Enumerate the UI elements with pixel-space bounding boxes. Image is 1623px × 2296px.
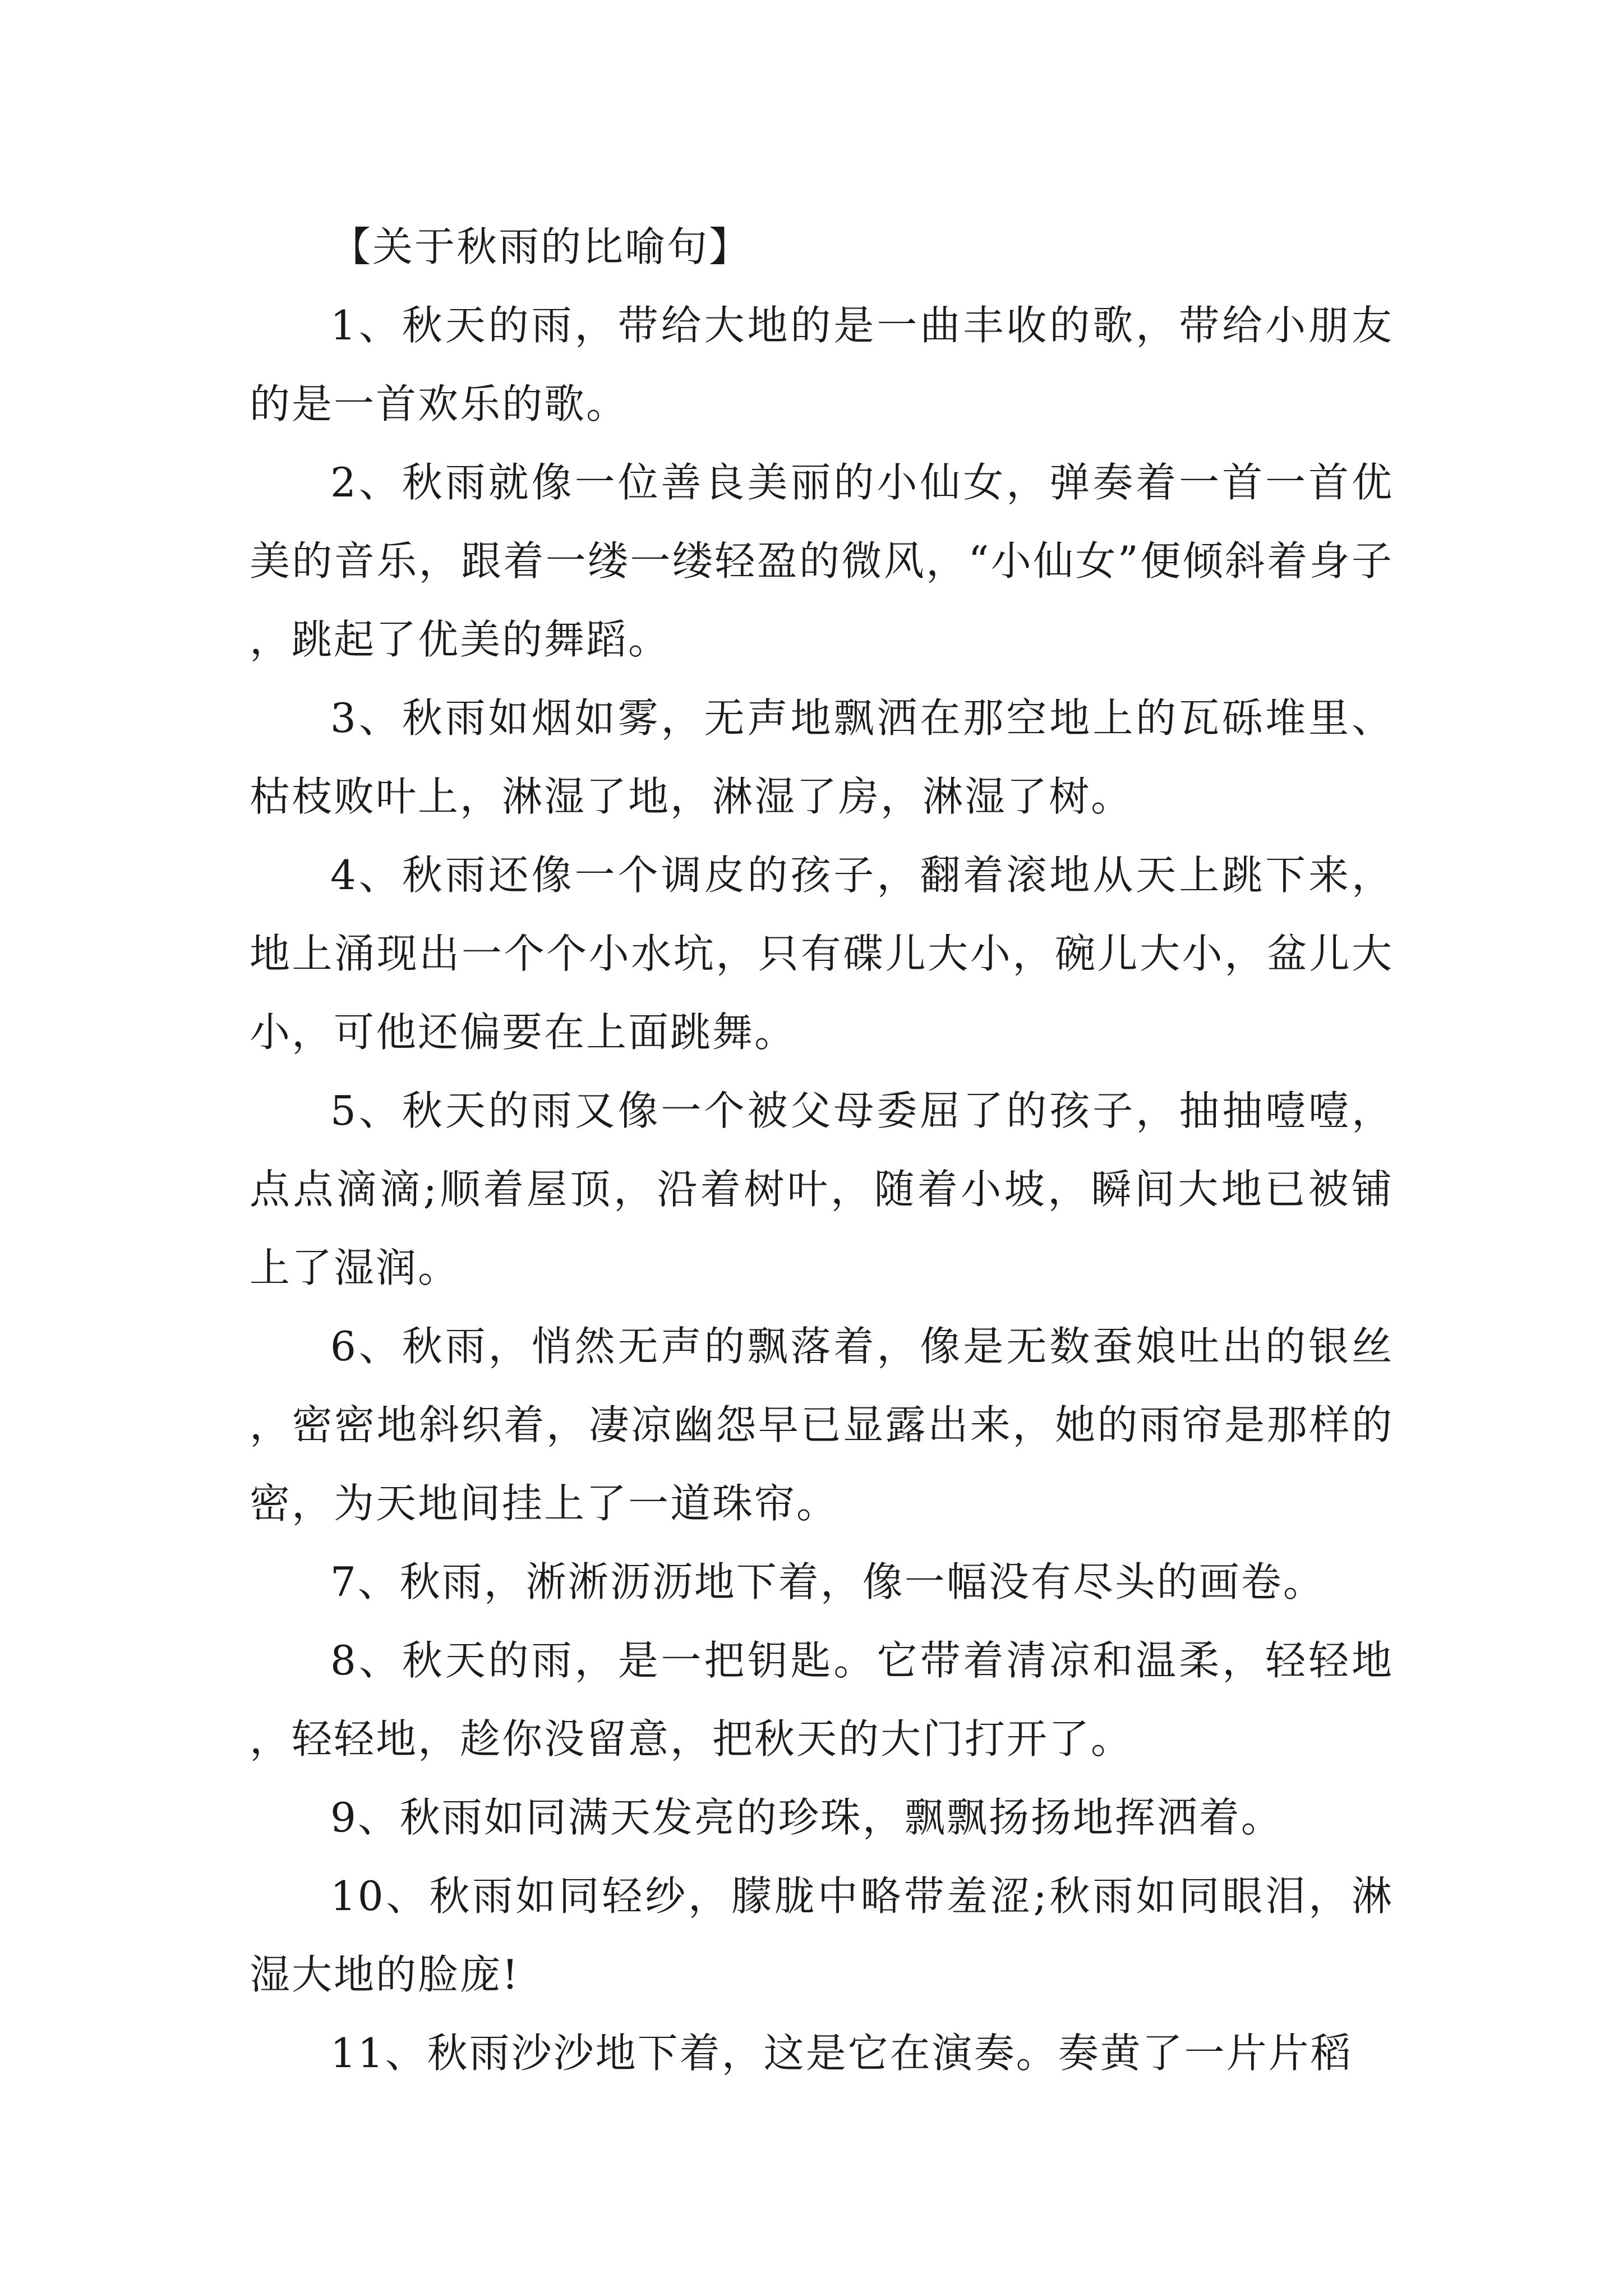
paragraph-3: 3、秋雨如烟如雾，无声地飘洒在那空地上的瓦砾堆里、枯枝败叶上，淋湿了地，淋湿了房，淋湿了树。 <box>250 694 1394 820</box>
paragraph-5: 5、秋天的雨又像一个被父母委屈了的孩子，抽抽噎噎，点点滴滴;顺着屋顶，沿着树叶，随着小坡，瞬间大地已被铺上了湿润。 <box>250 1087 1394 1291</box>
paragraph-1: 1、秋天的雨，带给大地的是一曲丰收的歌，带给小朋友的是一首欢乐的歌。 <box>250 302 1394 427</box>
paragraph-8: 8、秋天的雨，是一把钥匙。它带着清凉和温柔，轻轻地，轻轻地，趁你没留意，把秋天的大门打开了。 <box>250 1637 1394 1763</box>
paragraph-4: 4、秋雨还像一个调皮的孩子，翻着滚地从天上跳下来，地上涌现出一个个小水坑，只有碟儿大小，碗儿大小，盆儿大小，可他还偏要在上面跳舞。 <box>250 852 1394 1056</box>
document-body <box>250 208 1394 2092</box>
paragraph-11: 11、秋雨沙沙地下着，这是它在演奏。奏黄了一片片稻 <box>330 2030 1353 2077</box>
paragraph-2: 2、秋雨就像一位善良美丽的小仙女，弹奏着一首一首优美的音乐，跟着一缕一缕轻盈的微风，“小仙女”便倾斜着身子，跳起了优美的舞蹈。 <box>250 459 1394 663</box>
paragraph-6: 6、秋雨，悄然无声的飘落着，像是无数蚕娘吐出的银丝，密密地斜织着，凄凉幽怨早已显露出来，她的雨帘是那样的密，为天地间挂上了一道珠帘。 <box>250 1323 1394 1527</box>
document-heading: 【关于秋雨的比喻句】 <box>330 223 751 270</box>
paragraph-9: 9、秋雨如同满天发亮的珍珠，飘飘扬扬地挥洒着。 <box>330 1794 1283 1841</box>
paragraph-7: 7、秋雨，淅淅沥沥地下着，像一幅没有尽头的画卷。 <box>330 1558 1325 1605</box>
paragraph-10: 10、秋雨如同轻纱，朦胧中略带羞涩;秋雨如同眼泪，淋湿大地的脸庞! <box>250 1872 1394 1998</box>
